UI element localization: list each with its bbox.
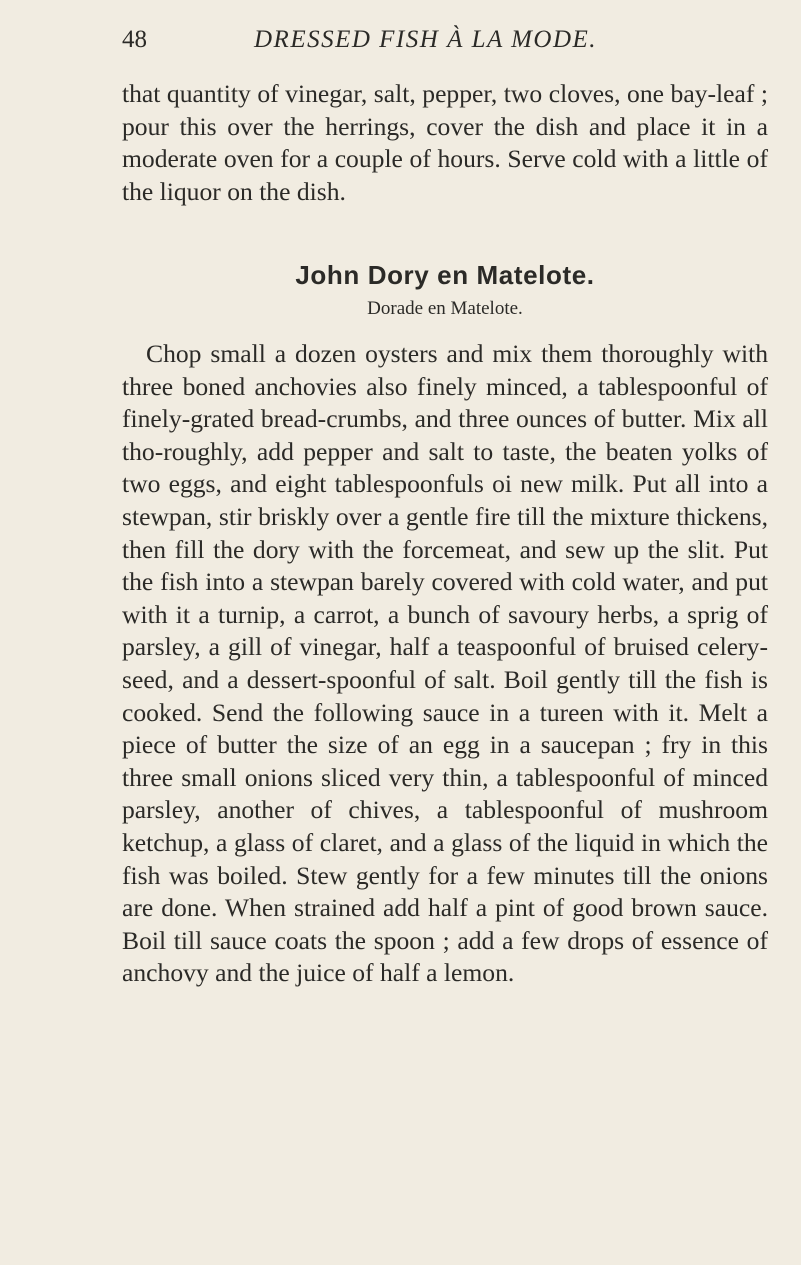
- recipe-paragraph: Chop small a dozen oysters and mix them thoroughly with three boned anchovies also finely minced, a tablespoonful of finely-grated bread-crumbs, and three ounces of butter. Mix all tho-roughly, add pepper and salt to taste, the beaten yolks of two eggs, and eight tablespoonfuls oi new milk. Put all into a stewpan, stir briskly over a gentle fire till the mixture thickens, then fill the dory with the forcemeat, and sew up the slit. Put the fish into a stewpan barely covered with cold water, and put with it a turnip, a carrot, a bunch of savoury herbs, a sprig of parsley, a gill of vinegar, half a teaspoonful of bruised celery-seed, and a dessert-spoonful of salt. Boil gently till the fish is cooked. Send the following sauce in a tureen with it. Melt a piece of butter the size of an egg in a saucepan ; fry in this three small onions sliced very thin, a tablespoonful of minced parsley, another of chives, a tablespoonful of mushroom ketchup, a glass of claret, and a glass of the liquid in which the fish was boiled. Stew gently for a few minutes till the onions are done. When strained add half a pint of good brown sauce. Boil till sauce coats the spoon ; add a few drops of essence of anchovy and the juice of half a lemon.: [122, 339, 768, 988]
- recipe-title: John Dory en Matelote.: [295, 260, 595, 290]
- running-title: DRESSED FISH À LA MODE.: [254, 26, 598, 53]
- continuation-paragraph: that quantity of vinegar, salt, pepper, two cloves, one bay-leaf ; pour this over the herrings, cover the dish and place it in a moderate oven for a couple of hours. Serve cold with a little of the liquor on the dish.: [122, 79, 768, 206]
- page-header: [122, 24, 682, 60]
- page-number: 48: [122, 26, 147, 53]
- recipe-subtitle: Dorade en Matelote.: [367, 298, 523, 319]
